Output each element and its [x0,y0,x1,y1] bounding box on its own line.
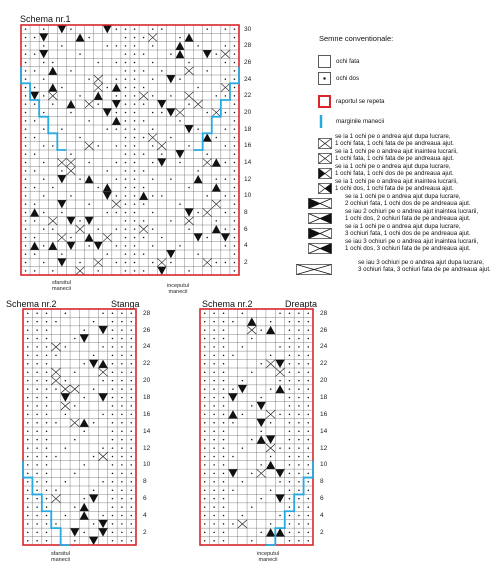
row-number: 20 [244,109,252,116]
legend-text: 1 ochi fata, 1 ochi dos de pe andreaua ajut. [335,170,454,177]
legend-text: ochi dos [336,75,360,82]
legend-heading: Semne conventionale: [319,34,394,43]
legend-text: 3 ochiuri fata, 1 ochi dos de pe andreaua ajut. [345,230,471,237]
row-number: 6 [244,225,248,233]
row-number: 24 [143,343,151,351]
row-number: 10 [143,461,151,469]
legend-text: ochi fata [336,58,360,65]
row-number: 28 [244,42,252,50]
row-number: 2 [143,528,147,536]
row-number: 26 [143,326,151,334]
legend-text: 1 ochi dos, 1 ochi fata de pe andreaua ajut. [335,185,454,192]
row-number: 22 [244,92,252,100]
cross-3x1-left-icon [308,241,332,259]
sleeve-edge-icon [318,115,331,133]
row-number: 24 [244,75,252,83]
row-number: 4 [320,512,324,519]
schema2-right-title: Schema nr.2 [202,299,253,309]
legend-text: se ia 1 ochi pe o andrea ajut inaintea lucrarii, [335,148,458,155]
row-number: 6 [320,495,324,503]
dreapta-label: Dreapta [285,299,318,309]
row-number: 2 [320,528,324,536]
schema2-left-title: Schema nr.2 [6,299,57,309]
row-number: 18 [244,125,252,133]
legend-text: 1 ochi dos, 2 ochiuri fata de pe andreaua ajut. [345,215,471,222]
row-number: 12 [320,444,328,452]
legend-text: se ia 1 ochi pe o andrea ajut dupa lucrare, [335,163,451,170]
row-number: 16 [244,142,252,150]
sfarsitul-note-top: sfarsitul manecii [52,280,71,292]
row-number: 28 [143,309,151,317]
row-number: 14 [143,427,151,435]
legend-text: raportul se repeta [336,98,385,105]
row-number: 24 [320,343,328,351]
row-number: 2 [244,259,248,266]
stanga-label: Stanga [111,299,140,309]
legend-text: se ia 1 ochi pe o andrea ajut dupa lucrare, [335,133,451,140]
row-number: 8 [143,478,147,486]
row-number: 22 [143,360,151,368]
row-number: 26 [320,326,328,334]
legend-text: marginile manecii [336,118,385,125]
row-number: 4 [143,512,147,519]
row-number: 22 [320,360,328,368]
legend-text: 3 ochiuri fata, 3 ochiuri fata de pe andreaua ajut. [358,266,491,273]
legend-text: 1 ochi fata, 1 ochi fata de pe andreaua ajut. [335,155,455,162]
row-number: 10 [244,192,252,200]
row-number: 30 [244,25,252,33]
sfarsitul-note-left: sfarsitul manecii [51,551,70,563]
row-number: 8 [320,478,324,486]
row-number: 18 [320,394,328,401]
inceputul-note-right: inceputul manecii [257,551,280,563]
row-number: 16 [143,410,151,418]
legend-text: 1 ochi dos, 3 ochiuri fata de pe andreaua ajut. [345,245,471,252]
row-number: 8 [244,209,248,216]
schema1-title: Schema nr.1 [20,14,71,24]
row-number: 6 [143,495,147,503]
cross-3x3-icon [296,262,332,280]
row-number: 18 [143,394,151,401]
row-number: 20 [320,377,328,385]
row-number: 12 [244,175,252,183]
row-number: 12 [143,444,151,452]
legend-text: se ia 1 ochi pe o andrea ajut dupa lucrare, [345,193,461,200]
inceputul-note-top: inceputul manecii [167,283,190,295]
row-number: 14 [244,159,252,166]
row-number: 20 [143,377,151,385]
legend-text: se ia 1 ochi pe o andrea ajut dupa lucrare, [345,223,461,230]
row-number: 28 [320,309,328,317]
legend-text: 1 ochi fata, 1 ochi fata de pe andreaua ajut. [335,140,455,147]
purl-dot-icon [318,72,331,90]
row-number: 16 [320,410,328,418]
row-number: 14 [320,427,328,435]
legend-text: se iau 3 ochiuri pe o andrea ajut dupa lucrare, [358,259,484,266]
legend-text: 2 ochiuri fata, 1 ochi dos de pe andreaua ajut. [345,200,471,207]
legend-text: se ia 1 ochi pe o andrea ajut inaintea lucrarii, [335,178,458,185]
row-number: 4 [244,242,248,250]
legend-text: se iau 3 ochiuri pe o andrea ajut inaintea lucrarii, [345,238,479,245]
row-number: 26 [244,59,252,66]
row-number: 10 [320,461,328,469]
repeat-frame-icon [318,95,331,113]
knit-square-icon [318,55,331,73]
legend-text: se iau 2 ochiuri pe o andrea ajut inaintea lucrarii, [345,208,479,215]
